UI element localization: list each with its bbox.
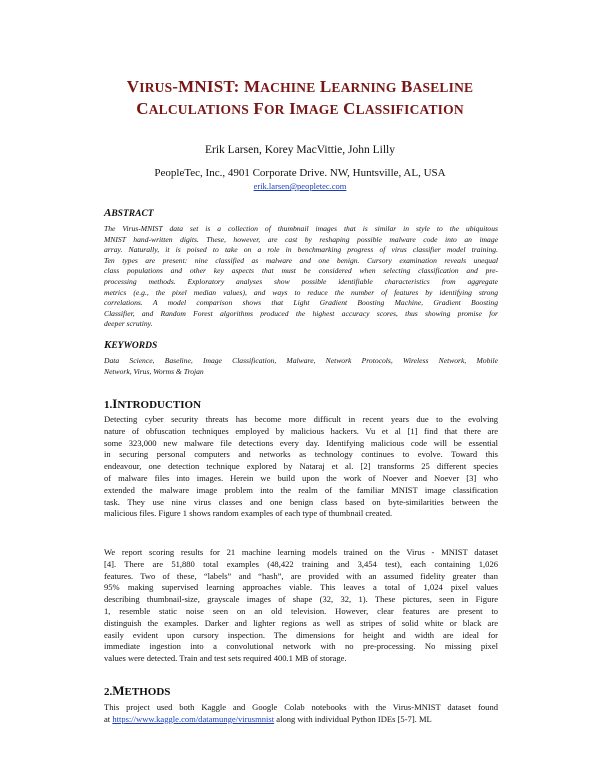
introduction-line: in securing personal computers and networks as technology continues to evolve. Toward this <box>104 449 498 460</box>
introduction-heading-initial: I <box>112 396 118 411</box>
abstract-line: metrics (e.g., the pixel median values), and ways to reduce the number of features by identifying strong <box>104 287 498 297</box>
title-smallcaps: ASELINE <box>412 80 474 95</box>
methods-line: This project used both Kaggle and Google Colab notebooks with the Virus-MNIST dataset found <box>104 702 498 712</box>
methods-line-text: along with individual Python IDEs [5-7]. ML <box>274 713 432 724</box>
introduction-line: immediate ingestion into a convolutional network with no pre-processing. No missing pixel <box>104 641 498 652</box>
title-capital: V <box>126 77 140 96</box>
abstract-body <box>104 224 498 330</box>
title-capital: I <box>284 99 296 118</box>
introduction-line: values were detected. Train and test sets required 400.1 MB of storage. <box>104 653 347 664</box>
methods-line-text: at <box>104 713 113 724</box>
methods-heading-number: 2. <box>104 686 113 698</box>
title-smallcaps: ALCULATIONS <box>148 102 249 117</box>
affiliation: PeopleTec, Inc., 4901 Corporate Drive. NW, Huntsville, AL, USA <box>154 167 446 179</box>
introduction-line: task. They use nine virus classes and one benign class based on byte-similarities between the <box>104 496 498 507</box>
introduction-heading-rest: NTRODUCTION <box>117 399 202 411</box>
introduction-line: 1, resemble static noise seen on an old television. However, clear features are present to <box>104 605 498 616</box>
kaggle-dataset-link[interactable]: https://www.kaggle.com/datamunge/virusmnist <box>112 713 275 724</box>
abstract-line: deeper scrutiny. <box>104 319 153 329</box>
introduction-line: easily evident upon cursory inspection. The dimensions for height and width are ideal for <box>104 629 498 640</box>
methods-heading-rest: ETHODS <box>124 686 171 698</box>
paper-title-line-2 <box>60 99 540 119</box>
abstract-heading-initial: A <box>104 207 112 219</box>
abstract-heading <box>104 207 154 219</box>
keywords-heading-rest: EYWORDS <box>111 341 158 351</box>
abstract-line: array. Naturally, it is poised to take on a role in benchmarking progress of virus classifier model training. <box>104 245 498 255</box>
introduction-line: We report scoring results for 21 machine learning models trained on the Virus - MNIST dataset <box>104 547 498 557</box>
abstract-line: Classifier, and Random Forest algorithms produced the highest accuracy scores, thus showing promise for <box>104 308 498 318</box>
abstract-line: processing methods. Exploratory analyses show possible identifiable characteristics from aggregate <box>104 276 498 286</box>
title-capital: L <box>315 77 332 96</box>
methods-heading <box>104 683 170 699</box>
title-smallcaps: IRUS <box>139 80 173 95</box>
introduction-line: describing thumbnail-size, grayscale images of shape (32, 32, 1). These pictures, seen in Figure <box>104 594 498 605</box>
introduction-line: distinguish the examples. Darker and lighter regions as well as stripes of solid white or black are <box>104 617 498 628</box>
title-smallcaps: LASSIFICATION <box>355 102 464 117</box>
introduction-line: extended the malware image problem into the realm of the familiar MNIST image classification <box>104 484 498 495</box>
title-capital: C <box>136 99 149 118</box>
abstract-line: The Virus-MNIST data set is a collection of thumbnail images that is similar in style to the ubiquitous <box>104 224 498 233</box>
abstract-line: Ten types are present: nine classified as malware and one benign. Cursory examination reveals unequal <box>104 255 498 265</box>
methods-heading-initial: M <box>112 683 125 698</box>
introduction-heading-number: 1. <box>104 399 113 411</box>
title-capital: -MNIST: M <box>172 77 261 96</box>
title-smallcaps: MAGE <box>295 102 339 117</box>
authors: Erik Larsen, Korey MacVittie, John Lilly <box>205 144 395 156</box>
abstract-heading-rest: BSTRACT <box>111 209 154 219</box>
keywords-body <box>104 356 498 377</box>
introduction-heading <box>104 396 201 412</box>
introduction-line: nature of obfuscation techniques employed by malicious hackers. Vu et al [1] find that there are <box>104 425 498 436</box>
title-capital: C <box>338 99 356 118</box>
introduction-line: features. Two of these, “labels” and “hash”, are provided with an assumed fidelity greater than <box>104 570 498 581</box>
introduction-line: some 323,000 new malware file detections every day. Identifying malicious code will be essential <box>104 437 498 448</box>
introduction-line: 95% making supervised learning approaches viable. This leaves a total of 1,024 pixel values <box>104 582 498 593</box>
introduction-line: endeavour, one detection technique explored by Nataraj et al. [2] transforms 25 different species <box>104 461 498 472</box>
methods-line <box>104 714 498 726</box>
introduction-line: [4]. There are 51,880 total examples (48,422 training and 3,454 test), each containing 1,026 <box>104 558 498 569</box>
title-capital: F <box>248 99 264 118</box>
title-smallcaps: OR <box>263 102 285 117</box>
title-capital: B <box>396 77 413 96</box>
abstract-line: correlations. A model comparison shows that Light Gradient Boosting Machine, Gradient Boosting <box>104 298 498 308</box>
methods-paragraph-1 <box>104 702 498 726</box>
keywords-heading <box>104 339 157 351</box>
abstract-line: class populations and other key aspects that must be considered when selecting classification and pre- <box>104 266 498 276</box>
keywords-line: Data Science, Baseline, Image Classification, Malware, Network Protocols, Wireless Network, Mobile <box>104 356 498 365</box>
introduction-paragraph-1 <box>104 414 498 520</box>
paper-title-line-1 <box>60 77 540 97</box>
keywords-line: Network, Virus, Worms & Trojan <box>104 366 204 376</box>
email-line <box>0 181 600 191</box>
introduction-line: of malware files into images. Herein we build upon the work of Noever and Noever [3] who <box>104 472 498 483</box>
email-link[interactable]: erik.larsen@peopletec.com <box>253 181 347 191</box>
introduction-line: Detecting cyber security threats has become more difficult in recent years due to the evolving <box>104 414 498 424</box>
abstract-line: MNIST hand-written digits. These, however, are cast by reshaping possible malware code into an image <box>104 234 498 244</box>
title-smallcaps: EARNING <box>331 80 397 95</box>
title-smallcaps: ACHINE <box>260 80 316 95</box>
introduction-line: malicious files. Figure 1 shows random examples of each type of thumbnail created. <box>104 508 393 519</box>
keywords-heading-initial: K <box>104 339 112 351</box>
introduction-paragraph-2 <box>104 547 498 665</box>
